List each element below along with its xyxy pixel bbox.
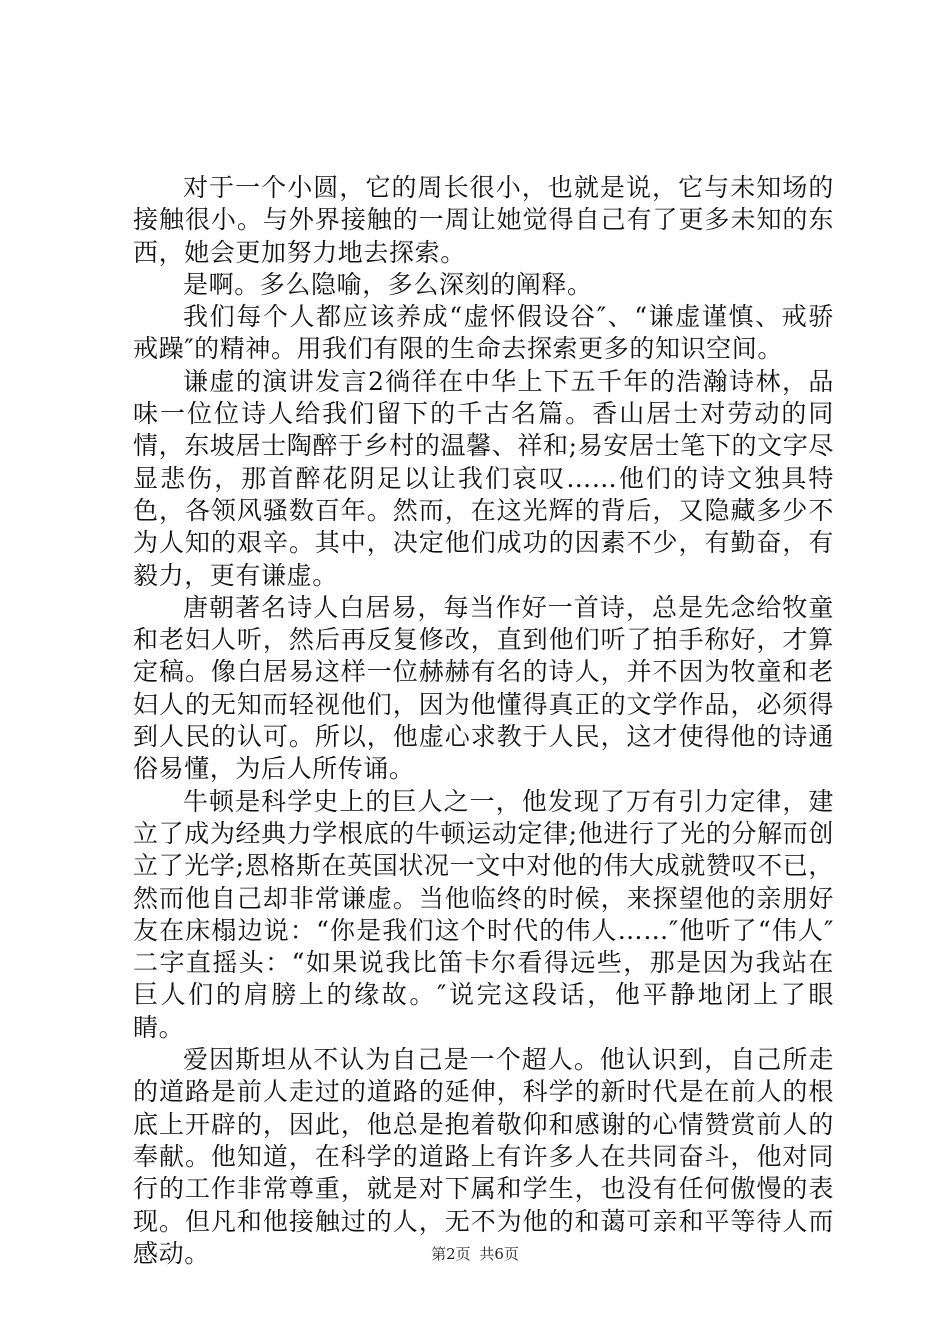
page-total: 共6页: [479, 1245, 519, 1263]
paragraph: 谦虚的演讲发言2徜徉在中华上下五千年的浩瀚诗林，品味一位位诗人给我们留下的千古名篇。香山居士对劳动的同情，东坡居士陶醉于乡村的温馨、祥和;易安居士笔下的文字尽显悲伤，那首醉花阴足以让我们哀叹……他们的诗文独具特色，各领风骚数百年。然而，在这光辉的背后，又隐藏多少不为人知的艰辛。其中，决定他们成功的因素不少，有勤奋，有毅力，更有谦虚。: [133, 366, 834, 590]
paragraph: 对于一个小圆，它的周长很小，也就是说，它与未知场的接触很小。与外界接触的一周让她觉得自己有了更多未知的东西，她会更加努力地去探索。: [133, 173, 834, 267]
page-footer: [0, 1244, 950, 1264]
paragraph: 牛顿是科学史上的巨人之一，他发现了万有引力定律，建立了成为经典力学根底的牛顿运动定律;他进行了光的分解而创立了光学;恩格斯在英国状况一文中对他的伟大成就赞叹不已，然而他自己却非常谦虚。当他临终的时候，来探望他的亲朋好友在床榻边说：“你是我们这个时代的伟人……″他听了“伟人″二字直摇头：“如果说我比笛卡尔看得远些，那是因为我站在巨人们的肩膀上的缘故。″说完这段话，他平静地闭上了眼睛。: [133, 786, 834, 1042]
paragraph: 我们每个人都应该养成“虚怀假设谷″、“谦虚谨慎、戒骄戒躁″的精神。用我们有限的生命去探索更多的知识空间。: [133, 302, 834, 364]
body-text: [133, 172, 834, 1270]
page-number: 第2页: [431, 1245, 471, 1263]
paragraph: 唐朝著名诗人白居易，每当作好一首诗，总是先念给牧童和老妇人听，然后再反复修改，直到他们听了拍手称好，才算定稿。像白居易这样一位赫赫有名的诗人，并不因为牧童和老妇人的无知而轻视他们，因为他懂得真正的文学作品，必须得到人民的认可。所以，他虚心求教于人民，这才使得他的诗通俗易懂，为后人所传诵。: [133, 592, 834, 784]
paragraph: 爱因斯坦从不认为自己是一个超人。他认识到，自己所走的道路是前人走过的道路的延伸，科学的新时代是在前人的根底上开辟的，因此，他总是抱着敬仰和感谢的心情赞赏前人的奉献。他知道，在科学的道路上有许多人在共同奋斗，他对同行的工作非常尊重，就是对下属和学生，也没有任何傲慢的表现。但凡和他接触过的人，无不为他的和蔼可亲和平等待人而感动。: [133, 1045, 834, 1268]
paragraph: 是啊。多么隐喻，多么深刻的阐释。: [183, 269, 593, 299]
